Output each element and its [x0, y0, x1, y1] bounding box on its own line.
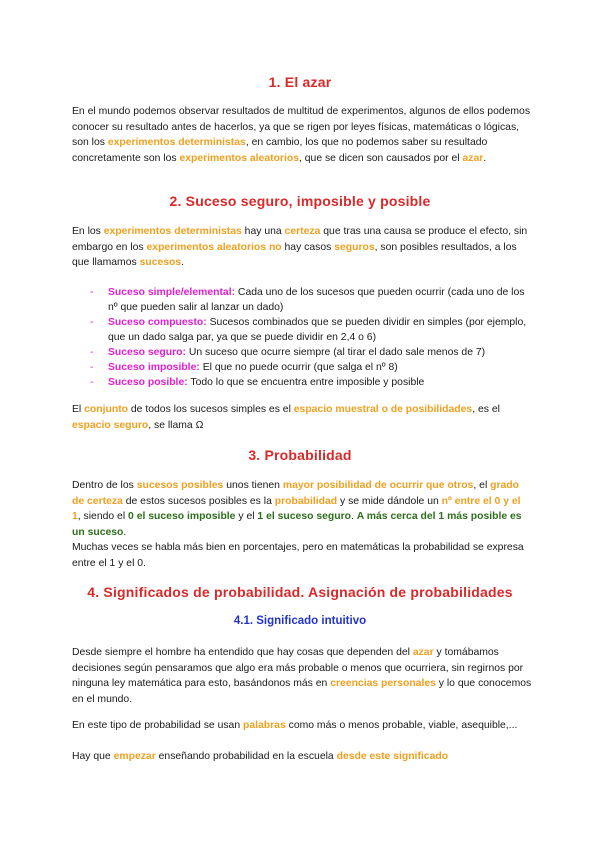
section-2-heading: 2. Suceso seguro, imposible y posible [169, 193, 431, 209]
bullet-dash: - [90, 287, 94, 298]
section-4-1-subheading: 4.1. Significado intuitivo [233, 615, 367, 627]
text-run: hay una [241, 226, 285, 237]
highlight-experimentos-aleatorios: experimentos aleatorios [179, 152, 299, 164]
text-run: , en cambio, los que no podemos saber su resultado concretamente son los [72, 137, 488, 164]
list-item [72, 360, 532, 375]
text-run: de estos sucesos posibles es la [122, 495, 275, 507]
section-3-paragraph-1 [72, 478, 532, 540]
highlight-empezar: empezar [113, 751, 156, 762]
list-item-text: Sucesos combinados que se pueden dividir en simples (por ejemplo, que un dado salga par, ya que se puede dividir en 2,4 o 6) [108, 317, 527, 343]
list-item-text: Todo lo que se encuentra entre imposible y posible [187, 377, 425, 388]
text-run: En este tipo de probabilidad se usan [72, 720, 243, 731]
bullet-dash: - [90, 377, 94, 388]
text-run: El [72, 404, 85, 415]
list-item-text: Un suceso que ocurre siempre (al tirar el dado sale menos de 7) [185, 347, 486, 358]
highlight-espacio-seguro: espacio seguro [72, 419, 149, 431]
text-run: y tomábamos decisiones según pensaramos que algo era más probable o menos que ocurriera, sin regirnos por ninguna ley matemática para esto, basándonos más en [72, 647, 524, 689]
term-suceso-imposible: Suceso imposible: [108, 362, 200, 373]
section-1-paragraph [72, 104, 532, 166]
section-4-paragraph-2 [72, 718, 532, 734]
highlight-experimentos-aleatorios-no: experimentos aleatorios no [146, 241, 282, 253]
text-run: hay casos [281, 241, 335, 253]
section-2-paragraph-1 [72, 224, 532, 271]
highlight-desde-este-significado: desde este significado [336, 751, 449, 762]
list-item [72, 375, 532, 390]
text-run: Dentro de los [72, 480, 137, 491]
section-3-heading: 3. Probabilidad [248, 447, 352, 463]
bullet-dash: - [90, 362, 94, 373]
highlight-grado-de-certeza: grado de certeza [72, 480, 520, 507]
highlight-experimentos-deterministas: experimentos deterministas [103, 226, 242, 237]
text-run: , que se dicen son causados por el [298, 152, 463, 164]
text-run: , el [473, 480, 491, 491]
text-run: enseñando probabilidad en la escuela [155, 751, 337, 762]
text-run: unos tienen [223, 480, 283, 491]
emphasis-suceso-imposible: 0 el suceso imposible [128, 511, 236, 522]
list-item [72, 315, 532, 345]
text-run: y se mide dándole un [337, 495, 442, 507]
text-run: como más o menos probable, viable, asequible,... [285, 720, 518, 731]
text-run: , siendo el [77, 511, 129, 522]
text-run: . [181, 257, 185, 268]
list-item [72, 285, 532, 315]
highlight-conjunto: conjunto [84, 404, 129, 415]
text-run: Hay que [72, 751, 114, 762]
highlight-mayor-posibilidad: mayor posibilidad de ocurrir que otros [282, 480, 474, 491]
list-item [72, 345, 532, 360]
section-2-paragraph-2 [72, 402, 532, 433]
text-run: En el mundo podemos observar resultados de multitud de experimentos, algunos de ellos podemos conocer su resultado antes de hacerlos, ya que se rigen por leyes físicas, matemáticas o lógicas, son los [72, 106, 531, 148]
text-run: Desde siempre el hombre ha entendido que hay cosas que dependen del [72, 647, 413, 658]
highlight-creencias-personales: creencias personales [330, 678, 436, 689]
term-suceso-seguro: Suceso seguro: [108, 347, 186, 358]
highlight-palabras: palabras [243, 720, 286, 731]
section-1-heading: 1. El azar [268, 74, 332, 90]
emphasis-suceso-seguro: 1 el suceso seguro [257, 511, 351, 522]
text-run: En los [72, 226, 104, 237]
term-suceso-posible: Suceso posible: [108, 377, 188, 388]
text-run: y el [235, 511, 258, 522]
bullet-dash: - [90, 347, 94, 358]
term-suceso-simple: Suceso simple/elemental: [108, 287, 236, 298]
list-item-text: El que no puede ocurrir (que salga el nº 8) [199, 362, 398, 373]
text-run: . [350, 511, 357, 522]
list-item-text: Cada uno de los sucesos que pueden ocurrir (cada uno de los nº que pueden salir al lanzar un dado) [108, 287, 525, 313]
text-run: . [123, 526, 127, 538]
highlight-numero-entre-0-y-1: nº entre el 0 y el 1 [72, 495, 521, 522]
text-run: que tras una causa se produce el efecto, sin embargo en los [72, 226, 528, 253]
highlight-espacio-muestral: espacio muestral o de posibilidades [293, 404, 473, 415]
text-run: y lo que conocemos en el mundo. [72, 678, 532, 705]
highlight-certeza: certeza [284, 226, 321, 237]
term-suceso-compuesto: Suceso compuesto: [108, 317, 207, 328]
section-4-paragraph-3 [72, 749, 532, 765]
highlight-experimentos-deterministas: experimentos deterministas [107, 137, 246, 148]
section-4-heading: 4. Significados de probabilidad. Asignación de probabilidades [87, 584, 513, 600]
text-run: , se llama Ω [148, 419, 204, 431]
text-run: , es el [472, 404, 500, 415]
highlight-azar: azar [462, 152, 484, 164]
section-4-paragraph-1 [72, 645, 532, 707]
text-run: de todos los sucesos simples es el [128, 404, 294, 415]
highlight-probabilidad: probabilidad [274, 495, 338, 507]
emphasis-mas-cerca-del-1: A más cerca del 1 más posible es un suceso [72, 511, 522, 538]
highlight-sucesos: sucesos [139, 257, 182, 268]
text-run: . [483, 152, 487, 164]
highlight-azar: azar [412, 647, 434, 658]
text-run: , son posibles resultados, a los que llamamos [72, 241, 517, 268]
highlight-sucesos-posibles: sucesos posibles [136, 480, 224, 491]
section-3-paragraph-2: Muchas veces se habla más bien en porcentajes, pero en matemáticas la probabilidad se expresa entre el 1 y el 0. [72, 542, 524, 569]
bullet-dash: - [90, 317, 94, 328]
highlight-seguros: seguros [334, 241, 375, 253]
suceso-types-list [72, 285, 532, 390]
